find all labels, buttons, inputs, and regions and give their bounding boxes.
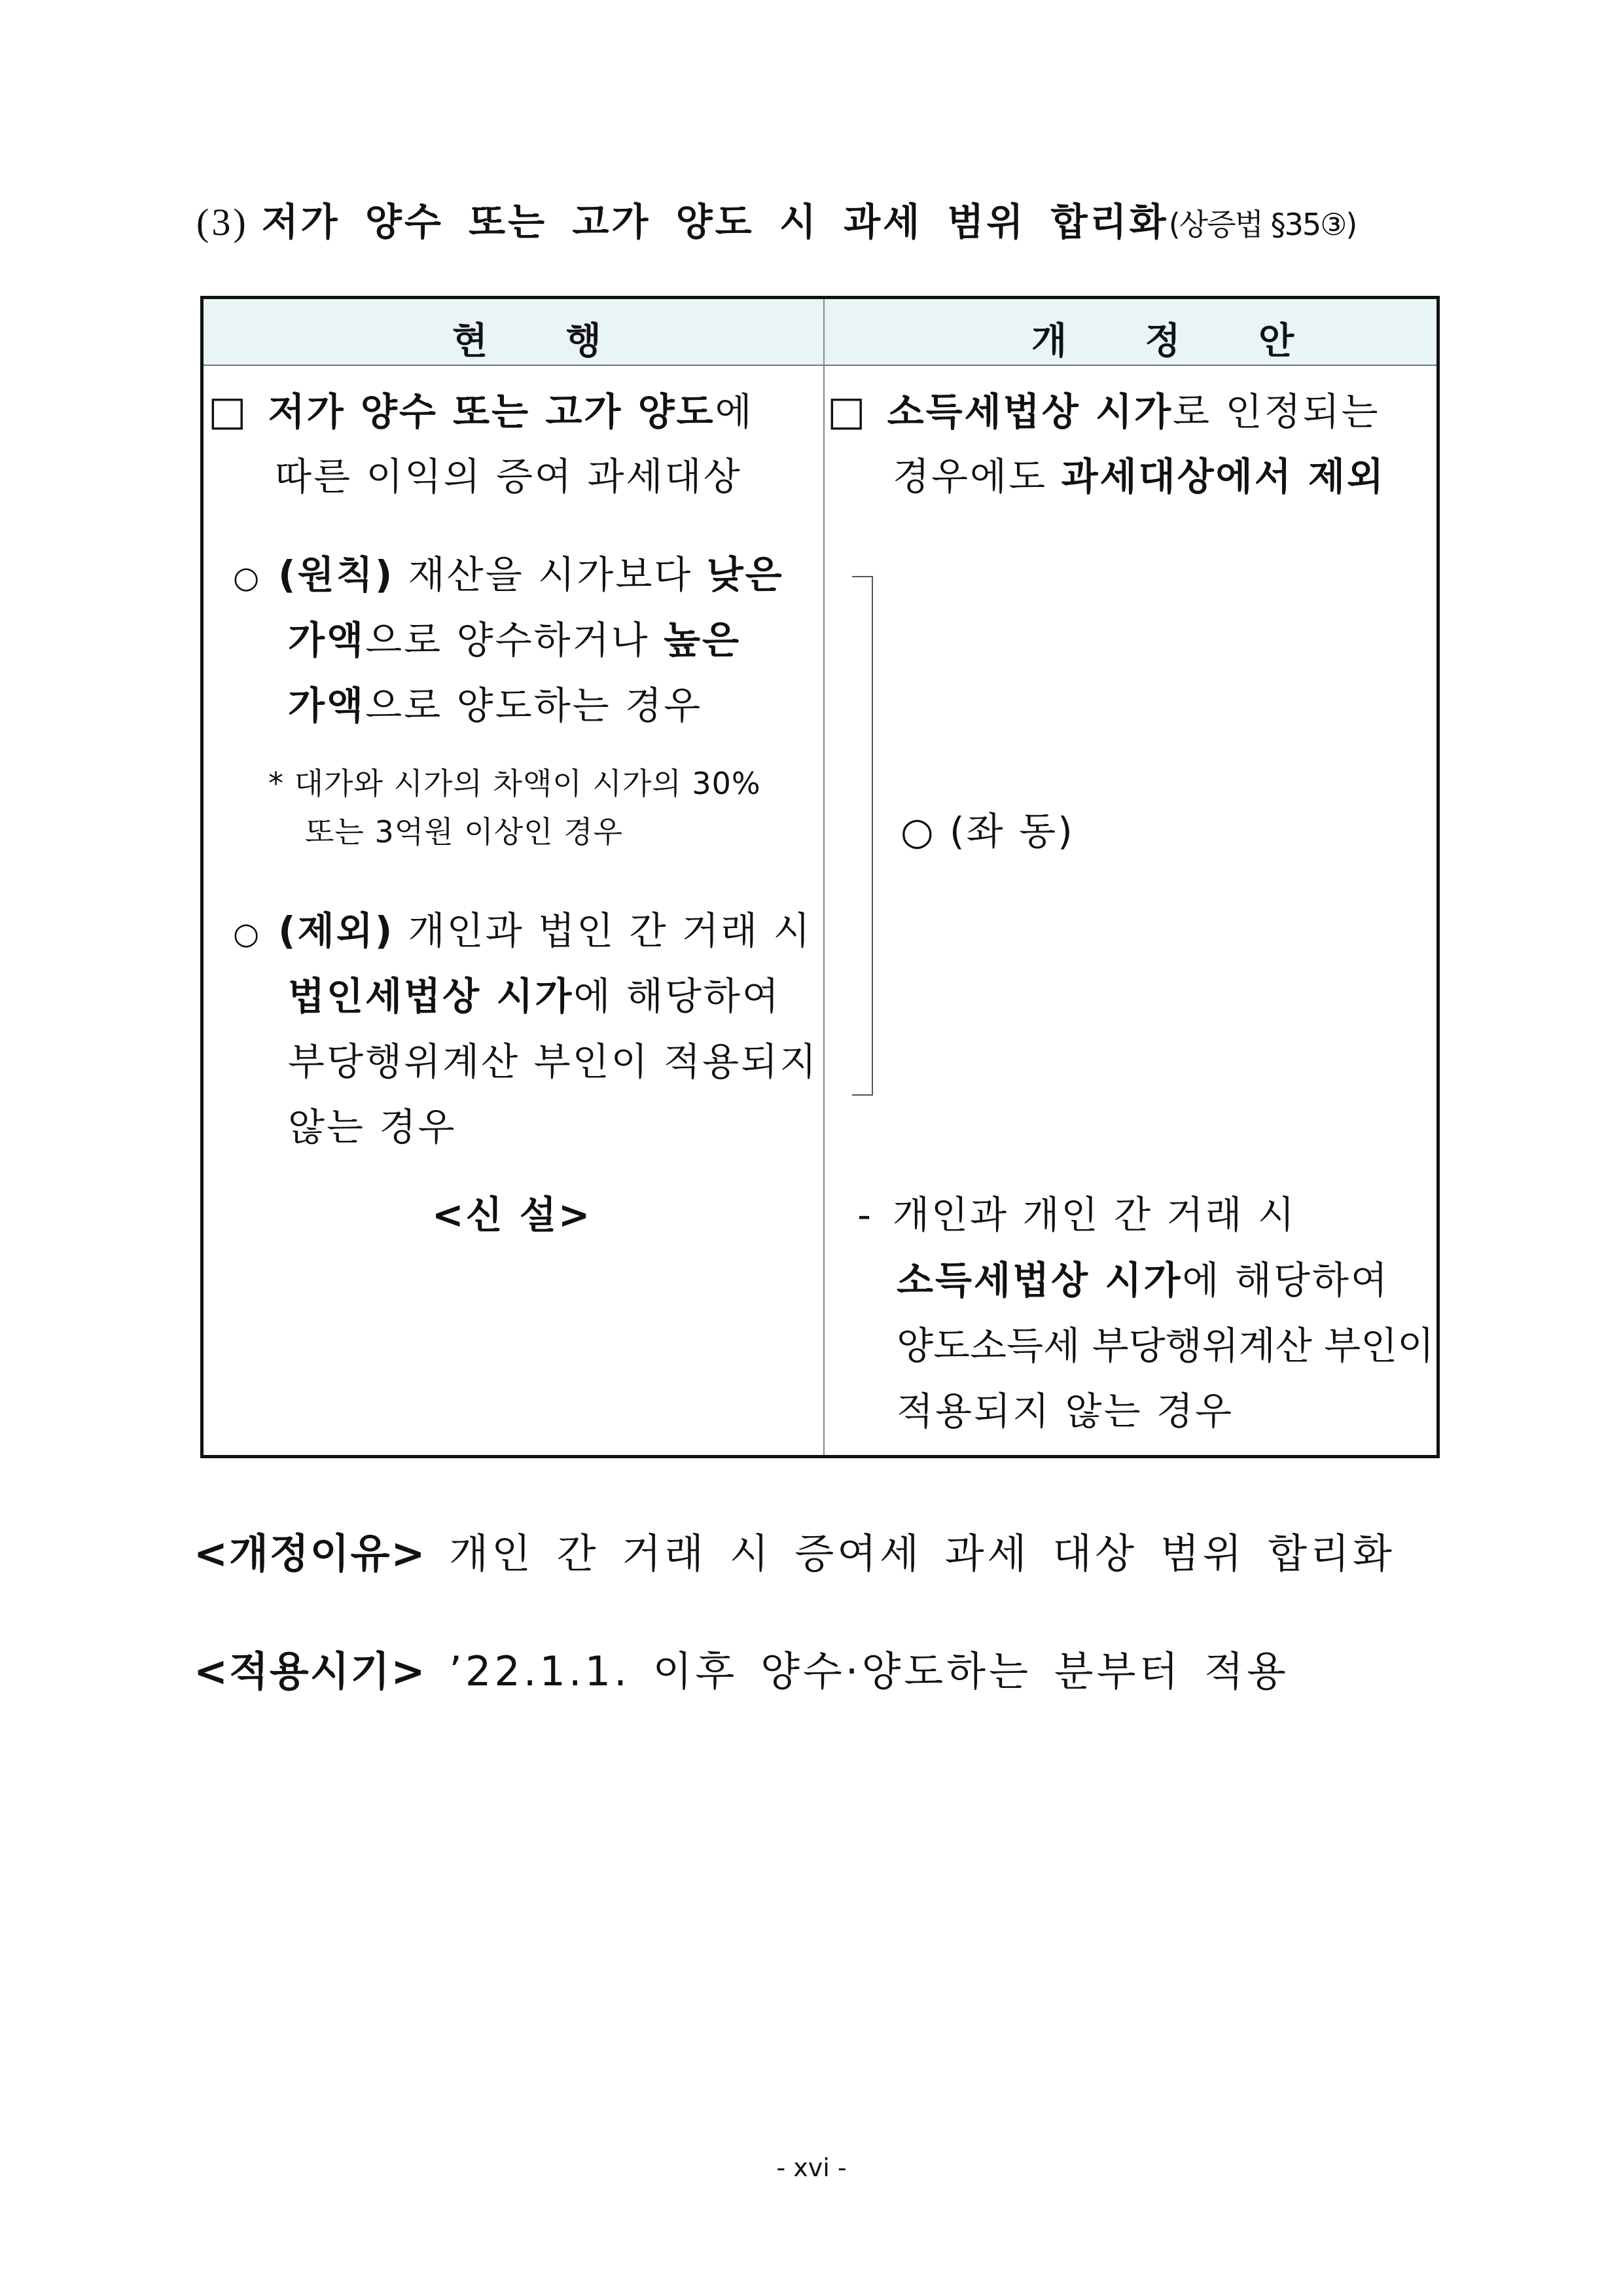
exclusion-text: 개인과 법인 간 거래 시 [394, 908, 812, 953]
principle-l3-text: 으로 양도하는 경우 [365, 683, 703, 728]
header-current: 현 행 [452, 320, 634, 363]
current-exclusion-line3: 부당행위계산 부인이 적용되지 [288, 1039, 819, 1084]
current-principle [233, 542, 784, 610]
proposed-main-item-line2 [893, 444, 1385, 509]
proposed-sub-line3: 양도소득세 부당행위계산 부인이 [897, 1323, 1435, 1368]
section-heading [196, 191, 1356, 246]
current-note-line2: 또는 3억원 이상인 경우 [305, 814, 624, 850]
dash-icon: - [857, 1193, 873, 1237]
principle-text: 재산을 시가보다 [394, 552, 707, 597]
section-title: 저가 양수 또는 고가 양도 시 과세 범위 합리화 [261, 200, 1169, 244]
proposed-item-bold: 소득세법상 시가 [887, 389, 1173, 434]
proposed-sub-line4: 적용되지 않는 경우 [897, 1389, 1234, 1433]
current-item-bold: 저가 양수 또는 고가 양도 [268, 389, 715, 434]
checkbox-square-icon: □ [208, 387, 249, 435]
principle-l2-bold2: 높은 [664, 618, 741, 662]
section-number: (3) [196, 201, 249, 243]
principle-l3-bold: 가액 [288, 683, 366, 728]
bullet-circle-icon: ○ [233, 560, 262, 595]
principle-label: (원칙) [278, 552, 395, 597]
bracket-line [852, 576, 873, 1096]
header-proposed: 개 정 안 [1031, 320, 1327, 363]
effective-date-text: ’22.1.1. 이후 양수·양도하는 분부터 적용 [426, 1647, 1289, 1695]
principle-l2-text: 으로 양수하거나 [365, 618, 664, 662]
proposed-sub-item [857, 1182, 1296, 1247]
proposed-sub-l2-bold: 소득세법상 시가 [897, 1258, 1183, 1302]
current-main-item [208, 378, 754, 444]
effective-date [194, 1639, 1289, 1697]
principle-l2-bold: 가액 [288, 618, 366, 662]
proposed-main-item [827, 378, 1380, 444]
new-provision-marker: <신 설> [432, 1193, 592, 1237]
current-exclusion [233, 898, 812, 966]
proposed-l2-text: 경우에도 [893, 454, 1061, 499]
page-number: - xvi - [776, 2153, 847, 2182]
proposed-l2-bold: 과세대상에서 제외 [1061, 454, 1385, 499]
current-principle-line3 [288, 673, 702, 738]
proposed-sub-l2-text: 에 해당하여 [1182, 1258, 1389, 1302]
exclusion-l2-text: 에 해당하여 [573, 974, 781, 1018]
proposed-same-as-left: ○ (좌 동) [901, 809, 1075, 853]
exclusion-label: (제외) [278, 908, 395, 953]
current-main-item-line2: 따른 이익의 증여 과세대상 [275, 454, 742, 499]
bullet-circle-icon: ○ [233, 916, 262, 951]
proposed-sub-l1: 개인과 개인 간 거래 시 [892, 1193, 1296, 1237]
checkbox-square-icon: □ [827, 387, 868, 435]
proposed-item-text: 로 인정되는 [1172, 389, 1380, 434]
amendment-reason [194, 1521, 1395, 1579]
law-reference: (상증법 §35③) [1168, 207, 1357, 242]
current-principle-line2 [288, 607, 741, 673]
proposed-sub-line2 [897, 1247, 1389, 1313]
current-item-text: 에 [715, 389, 754, 434]
principle-bold: 낮은 [706, 552, 784, 597]
column-divider [823, 299, 825, 1455]
effective-date-label: <적용시기> [194, 1647, 427, 1695]
exclusion-l2-bold: 법인세법상 시가 [288, 974, 574, 1018]
current-exclusion-line2 [288, 963, 781, 1029]
amendment-reason-label: <개정이유> [194, 1530, 427, 1577]
current-exclusion-line4: 않는 경우 [288, 1105, 457, 1149]
current-note-line1: * 대가와 시가의 차액이 시가의 30% [268, 766, 761, 801]
amendment-reason-text: 개인 간 거래 시 증여세 과세 대상 범위 합리화 [426, 1530, 1395, 1577]
